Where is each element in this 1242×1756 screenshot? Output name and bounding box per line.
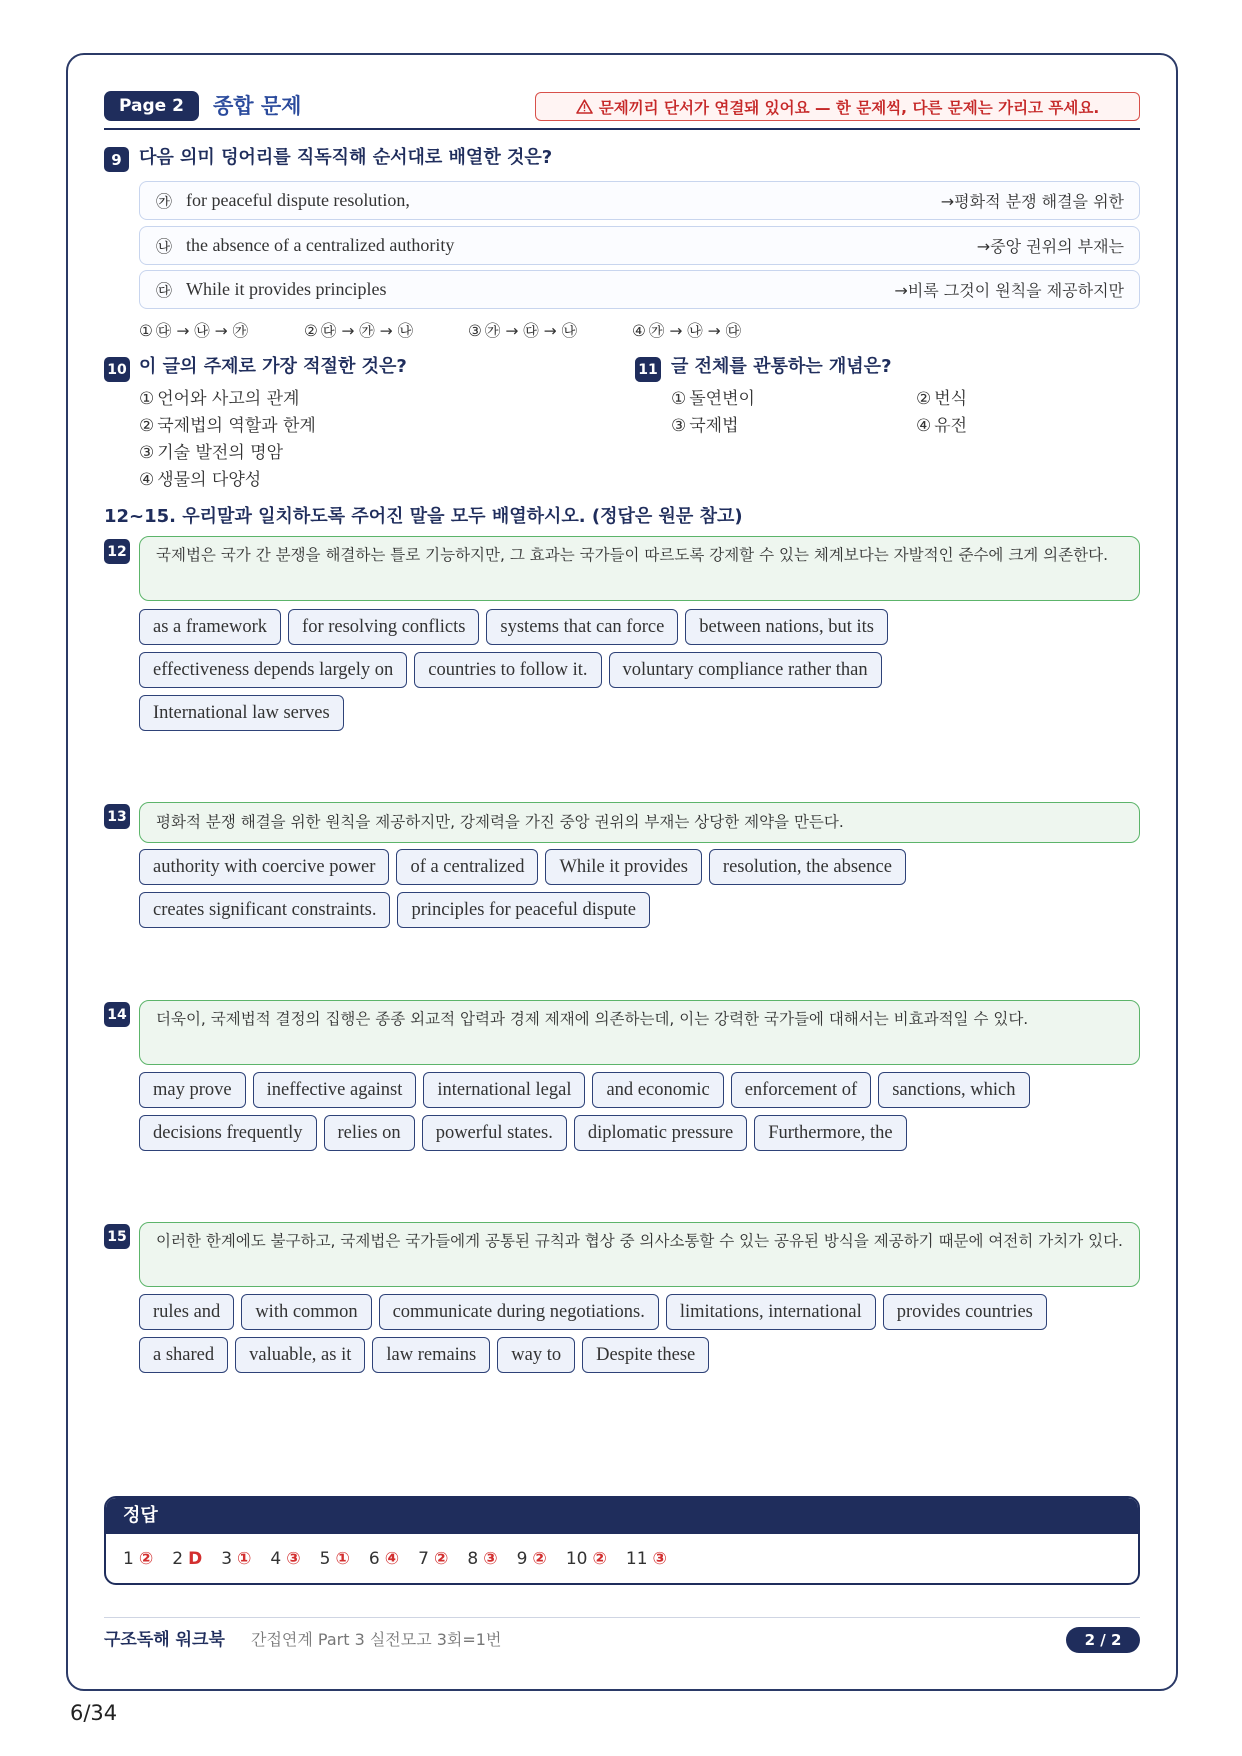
footer-divider xyxy=(104,1617,1140,1618)
word-chip-bank xyxy=(139,609,888,731)
word-chip: voluntary compliance rather than xyxy=(609,652,882,688)
question-9-badge: 9 xyxy=(104,147,129,172)
word-chip: powerful states. xyxy=(422,1115,567,1151)
answer-item xyxy=(517,1549,547,1569)
option-marker: ④ xyxy=(632,322,646,340)
chip-row xyxy=(139,652,888,688)
chunk-marker: ㉮ xyxy=(156,192,173,211)
warning-text: 문제끼리 단서가 연결돼 있어요 — 한 문제씩, 다른 문제는 가리고 푸세요. xyxy=(598,98,1100,117)
option-marker: ① xyxy=(139,322,153,340)
option-text: 돌연변이 xyxy=(689,389,755,409)
answer-item xyxy=(369,1549,399,1569)
korean-sentence-box: 이러한 한계에도 불구하고, 국제법은 국가들에게 공통된 규칙과 협상 중 의사소통할 수 있는 공유된 방식을 제공하기 때문에 여전히 가치가 있다. xyxy=(139,1222,1140,1287)
word-chip: International law serves xyxy=(139,695,344,731)
word-chip: resolution, the absence xyxy=(709,849,906,885)
page-indicator: 6/34 xyxy=(70,1701,118,1725)
option-text: 기술 발전의 명암 xyxy=(157,443,284,463)
option-text: ㉮ → ㉰ → ㉯ xyxy=(484,322,578,340)
chip-row xyxy=(139,1072,1030,1108)
answer-value: ① xyxy=(237,1548,252,1569)
answer-item xyxy=(172,1549,202,1569)
word-chip: principles for peaceful dispute xyxy=(397,892,649,928)
chip-row xyxy=(139,695,888,731)
q9-option-1 xyxy=(139,320,248,342)
word-chip-bank xyxy=(139,849,906,928)
chunk-korean: →비록 그것이 원칙을 제공하지만 xyxy=(894,281,1124,300)
chip-row xyxy=(139,609,888,645)
option-text: 유전 xyxy=(934,416,968,436)
answer-item xyxy=(221,1549,251,1569)
chunk-marker: ㉯ xyxy=(156,237,173,256)
word-chip-bank xyxy=(139,1072,1030,1151)
option-text: ㉰ → ㉯ → ㉮ xyxy=(155,322,249,340)
korean-sentence-box: 더욱이, 국제법적 결정의 집행은 종종 외교적 압력과 경제 제재에 의존하는데, 이는 강력한 국가들에 대해서는 비효과적일 수 있다. xyxy=(139,1000,1140,1065)
answer-value: ② xyxy=(532,1548,547,1569)
chip-row xyxy=(139,892,906,928)
answer-number: 9 xyxy=(516,1548,528,1569)
question-12-badge: 12 xyxy=(104,539,130,564)
answer-value: ③ xyxy=(286,1548,301,1569)
option-text: 국제법 xyxy=(689,416,739,436)
word-chip: law remains xyxy=(372,1337,490,1373)
answer-value: ② xyxy=(592,1548,607,1569)
question-11-badge: 11 xyxy=(635,357,661,382)
word-chip: effectiveness depends largely on xyxy=(139,652,407,688)
q10-option-4 xyxy=(139,467,261,493)
word-chip: international legal xyxy=(423,1072,585,1108)
option-marker: ② xyxy=(916,389,932,409)
chunk-english: While it provides principles xyxy=(186,279,387,299)
question-14-badge: 14 xyxy=(104,1002,130,1027)
chip-row xyxy=(139,1337,1047,1373)
option-text: ㉰ → ㉮ → ㉯ xyxy=(320,322,414,340)
word-chip: a shared xyxy=(139,1337,228,1373)
word-chip: provides countries xyxy=(883,1294,1047,1330)
answer-item xyxy=(566,1549,607,1569)
answer-number: 5 xyxy=(319,1548,331,1569)
warning-icon xyxy=(576,99,593,114)
word-chip: creates significant constraints. xyxy=(139,892,390,928)
word-chip: sanctions, which xyxy=(878,1072,1029,1108)
q11-option-1 xyxy=(671,386,755,412)
answer-item xyxy=(467,1549,497,1569)
answer-item xyxy=(123,1549,153,1569)
question-11-prompt: 글 전체를 관통하는 개념은? xyxy=(671,356,892,377)
answer-key-list xyxy=(106,1534,1138,1583)
word-chip: as a framework xyxy=(139,609,281,645)
chunk-row xyxy=(139,181,1140,220)
answer-number: 7 xyxy=(418,1548,429,1569)
option-marker: ① xyxy=(671,389,687,409)
q11-option-3 xyxy=(671,413,739,439)
answer-value: ③ xyxy=(483,1548,498,1569)
footer-brand: 구조독해 워크북 xyxy=(104,1630,225,1650)
word-chip: communicate during negotiations. xyxy=(379,1294,659,1330)
answer-number: 8 xyxy=(467,1548,479,1569)
chunk-english: the absence of a centralized authority xyxy=(186,235,455,255)
option-text: 생물의 다양성 xyxy=(157,470,262,490)
word-chip: ineffective against xyxy=(253,1072,417,1108)
answer-number: 1 xyxy=(123,1548,134,1569)
chip-row xyxy=(139,1115,1030,1151)
q10-option-3 xyxy=(139,440,283,466)
warning-banner xyxy=(535,92,1140,121)
option-text: 언어와 사고의 관계 xyxy=(157,389,300,409)
chip-row xyxy=(139,1294,1047,1330)
word-chip: with common xyxy=(241,1294,371,1330)
question-15-badge: 15 xyxy=(104,1224,130,1249)
page-badge: Page 2 xyxy=(104,91,199,121)
q9-option-2 xyxy=(304,320,413,342)
chip-row xyxy=(139,849,906,885)
option-text: ㉮ → ㉯ → ㉰ xyxy=(648,322,742,340)
word-chip: between nations, but its xyxy=(685,609,888,645)
option-text: 국제법의 역할과 한계 xyxy=(157,416,316,436)
answer-item xyxy=(320,1549,350,1569)
option-marker: ③ xyxy=(139,443,155,463)
page-title: 종합 문제 xyxy=(213,94,302,118)
answer-value: D xyxy=(188,1548,203,1569)
word-chip: valuable, as it xyxy=(235,1337,365,1373)
chunk-korean: →중앙 권위의 부재는 xyxy=(976,237,1124,256)
chunk-english: for peaceful dispute resolution, xyxy=(186,190,410,210)
q11-option-2 xyxy=(916,386,967,412)
answer-value: ④ xyxy=(384,1548,400,1569)
word-chip: way to xyxy=(497,1337,575,1373)
section-heading: 12~15. 우리말과 일치하도록 주어진 말을 모두 배열하시오. (정답은 원문 참고) xyxy=(104,506,743,527)
word-chip: may prove xyxy=(139,1072,246,1108)
word-chip: Furthermore, the xyxy=(754,1115,906,1151)
question-10-prompt: 이 글의 주제로 가장 적절한 것은? xyxy=(139,356,407,377)
word-chip: for resolving conflicts xyxy=(288,609,479,645)
option-marker: ③ xyxy=(468,322,482,340)
question-13-badge: 13 xyxy=(104,804,130,829)
chunk-korean: →평화적 분쟁 해결을 위한 xyxy=(940,192,1124,211)
chunk-row xyxy=(139,270,1140,309)
word-chip: relies on xyxy=(324,1115,415,1151)
word-chip: rules and xyxy=(139,1294,234,1330)
footer-page-badge: 2 / 2 xyxy=(1066,1627,1140,1653)
option-marker: ① xyxy=(139,389,155,409)
word-chip: Despite these xyxy=(582,1337,709,1373)
word-chip: and economic xyxy=(592,1072,723,1108)
footer-subtitle: 간접연계 Part 3 실전모고 3회=1번 xyxy=(251,1630,502,1649)
option-text: 번식 xyxy=(934,389,968,409)
q10-option-1 xyxy=(139,386,299,412)
q9-option-4 xyxy=(632,320,741,342)
korean-sentence-box: 국제법은 국가 간 분쟁을 해결하는 틀로 기능하지만, 그 효과는 국가들이 따르도록 강제할 수 있는 체계보다는 자발적인 준수에 크게 의존한다. xyxy=(139,536,1140,601)
chunk-marker: ㉰ xyxy=(156,281,173,300)
answer-number: 3 xyxy=(221,1548,233,1569)
answer-value: ② xyxy=(138,1548,154,1569)
answer-key xyxy=(104,1496,1140,1585)
question-10-badge: 10 xyxy=(104,357,130,382)
answer-number: 10 xyxy=(565,1548,588,1569)
header-divider xyxy=(104,128,1140,130)
answer-number: 4 xyxy=(270,1548,282,1569)
q9-option-3 xyxy=(468,320,577,342)
word-chip: decisions frequently xyxy=(139,1115,317,1151)
answer-item xyxy=(626,1549,667,1569)
word-chip: While it provides xyxy=(545,849,701,885)
option-marker: ② xyxy=(139,416,155,436)
word-chip: enforcement of xyxy=(731,1072,871,1108)
answer-value: ② xyxy=(433,1548,449,1569)
word-chip-bank xyxy=(139,1294,1047,1373)
answer-item xyxy=(418,1549,448,1569)
option-marker: ② xyxy=(304,322,318,340)
chunk-row xyxy=(139,226,1140,265)
answer-key-title: 정답 xyxy=(106,1498,1138,1534)
word-chip: systems that can force xyxy=(486,609,678,645)
answer-number: 11 xyxy=(625,1548,648,1569)
korean-sentence-box: 평화적 분쟁 해결을 위한 원칙을 제공하지만, 강제력을 가진 중앙 권위의 부재는 상당한 제약을 만든다. xyxy=(139,802,1140,843)
option-marker: ④ xyxy=(139,470,155,490)
question-9-prompt: 다음 의미 덩어리를 직독직해 순서대로 배열한 것은? xyxy=(139,147,553,168)
word-chip: diplomatic pressure xyxy=(574,1115,747,1151)
word-chip: of a centralized xyxy=(396,849,538,885)
word-chip: authority with coercive power xyxy=(139,849,389,885)
word-chip: countries to follow it. xyxy=(414,652,601,688)
q10-option-2 xyxy=(139,413,316,439)
q11-option-4 xyxy=(916,413,967,439)
answer-number: 2 xyxy=(172,1548,184,1569)
answer-value: ③ xyxy=(652,1548,667,1569)
answer-number: 6 xyxy=(368,1548,380,1569)
word-chip: limitations, international xyxy=(666,1294,876,1330)
option-marker: ③ xyxy=(671,416,687,436)
option-marker: ④ xyxy=(916,416,932,436)
answer-item xyxy=(270,1549,300,1569)
answer-value: ① xyxy=(335,1548,350,1569)
